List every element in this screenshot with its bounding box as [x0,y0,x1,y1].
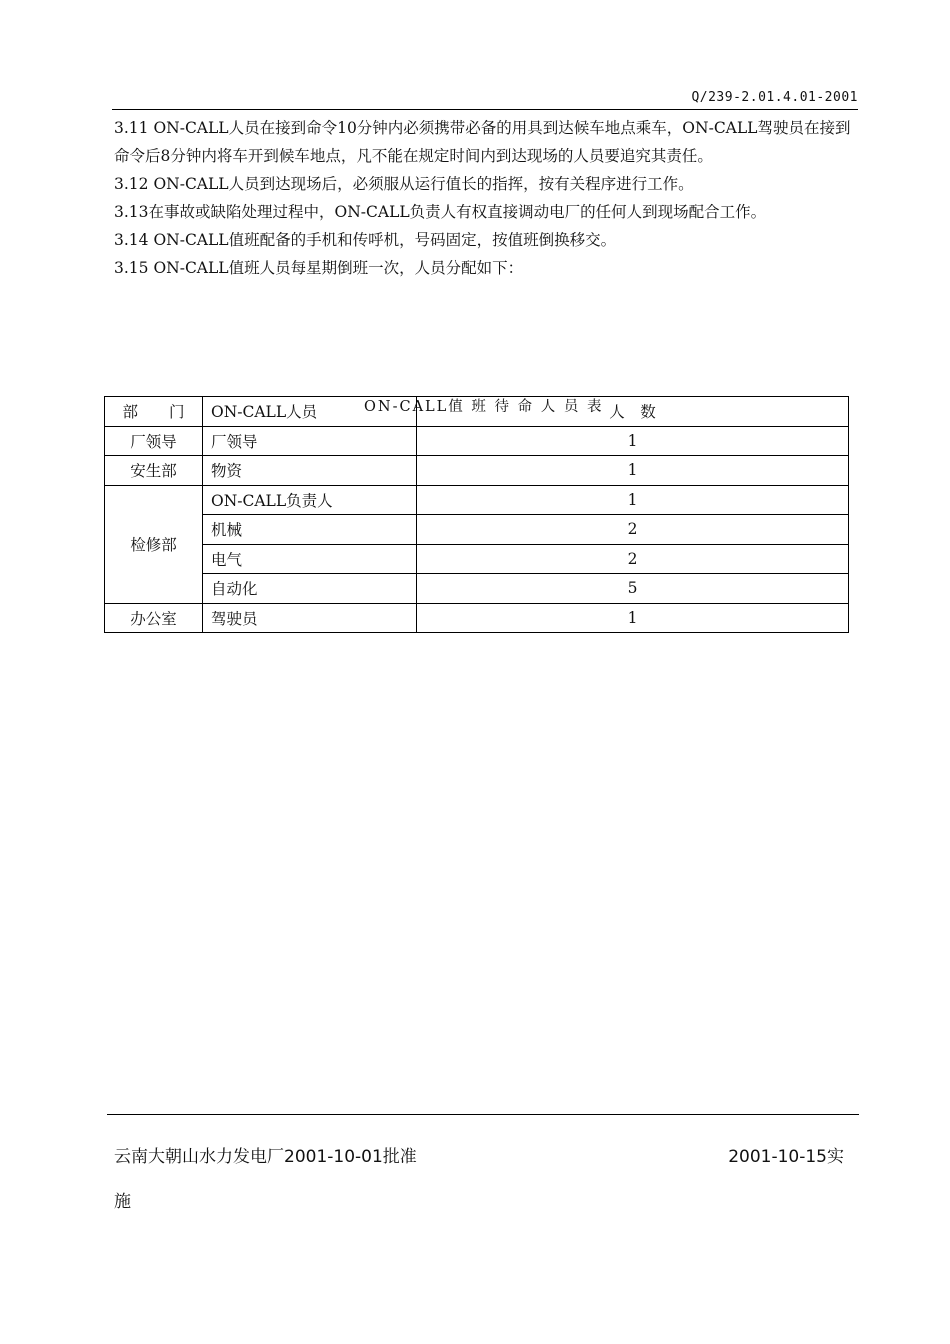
header-rule [112,109,858,110]
header-count: 人 数 [417,397,849,427]
cell-person: 自动化 [203,574,417,604]
paragraph-3-14: 3.14 ON-CALL值班配备的手机和传呼机，号码固定，按值班倒换移交。 [114,231,617,249]
cell-person: 物资 [203,456,417,486]
approval-text: 云南大朝山水力发电厂2001-10-01批准 [114,1147,417,1167]
paragraph-3-15: 3.15 ON-CALL值班人员每星期倒班一次，人员分配如下： [114,259,524,277]
paragraph-3-13: 3.13在事故或缺陷处理过程中，ON-CALL负责人有权直接调动电厂的任何人到现场配合工作。 [114,203,767,221]
cell-count: 2 [417,544,849,574]
implement-text: 2001-10-15实 [728,1147,844,1167]
cell-count: 5 [417,574,849,604]
implement-tail: 施 [114,1192,131,1212]
cell-person: 驾驶员 [203,603,417,633]
cell-dept: 厂领导 [105,426,203,456]
cell-count: 2 [417,515,849,545]
cell-person: 电气 [203,544,417,574]
table-title: ON-CALL值 班 待 命 人 员 表 [364,399,604,415]
table-row [105,603,849,633]
header-dept: 部 门 [105,397,203,427]
table-row [105,544,849,574]
cell-count: 1 [417,485,849,515]
body-text [114,114,859,282]
table-row [105,515,849,545]
cell-count: 1 [417,456,849,486]
cell-dept: 安生部 [105,456,203,486]
header-person: ON-CALL人员 [203,397,417,427]
table-row [105,456,849,486]
table-row [105,485,849,515]
table-row [105,574,849,604]
cell-person: 机械 [203,515,417,545]
paragraph-3-11: 3.11 ON-CALL人员在接到命令10分钟内必须携带必备的用具到达候车地点乘车，ON-CALL驾驶员在接到命令后8分钟内将车开到候车地点，凡不能在规定时间内到达现场的人员要追究其责任。 [114,119,851,165]
paragraph-3-12: 3.12 ON-CALL人员到达现场后，必须服从运行值长的指挥，按有关程序进行工作。 [114,175,694,193]
cell-person: ON-CALL负责人 [203,485,417,515]
cell-count: 1 [417,603,849,633]
cell-dept: 办公室 [105,603,203,633]
cell-dept: 检修部 [105,485,203,603]
document-code: Q/239-2.01.4.01-2001 [691,90,858,105]
oncall-table-wrap [104,396,849,633]
footer-rule [107,1114,859,1115]
oncall-table [104,396,849,633]
footer-line [114,1142,844,1167]
cell-person: 厂领导 [203,426,417,456]
table-row [105,426,849,456]
cell-count: 1 [417,426,849,456]
